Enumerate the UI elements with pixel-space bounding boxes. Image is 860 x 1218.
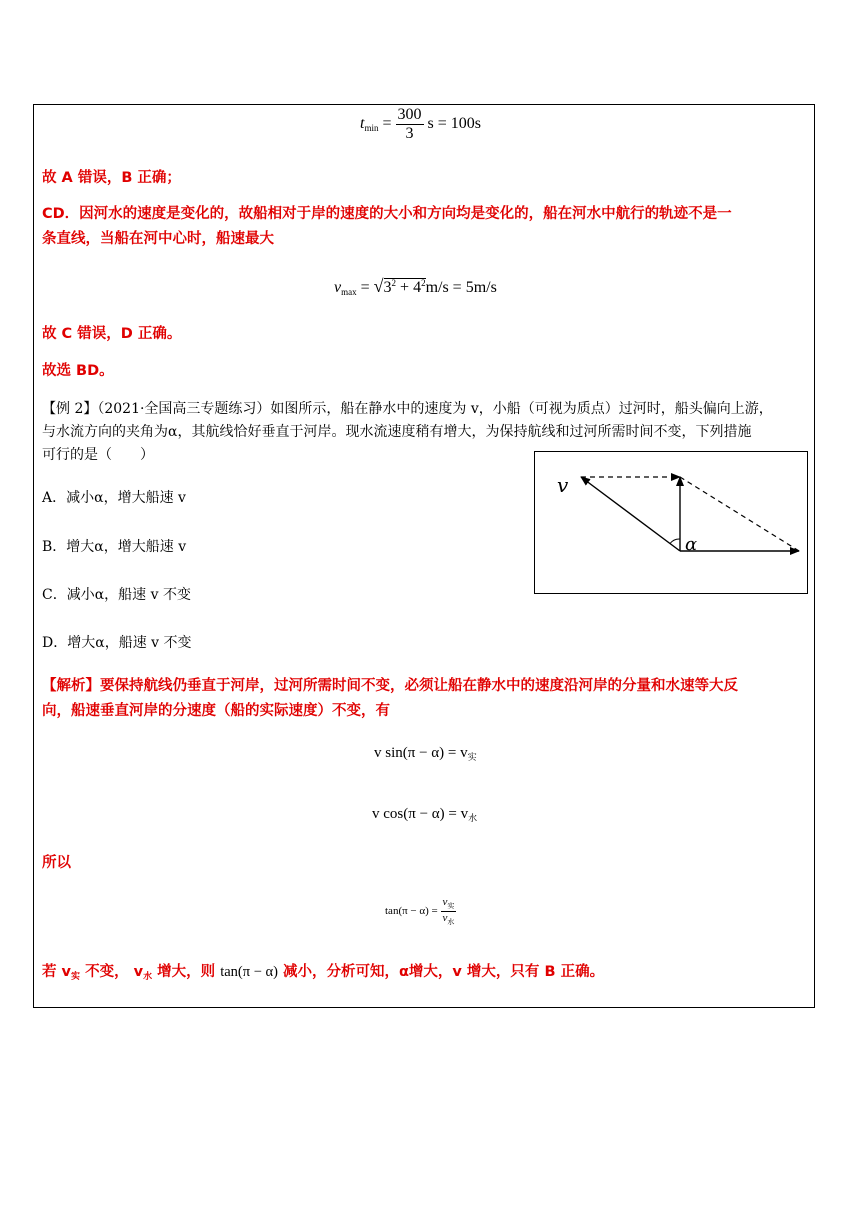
equation-vmax: $v_{max} = √3^2 + 4^2m/s = 5m/s$ xyxy=(334,276,497,297)
option-a: A．减小α，增大船速 v xyxy=(42,490,186,506)
dashed-diagonal xyxy=(680,477,799,551)
so-label: 所以 xyxy=(42,855,71,871)
option-d: D．增大α，船速 v 不变 xyxy=(42,635,192,651)
fraction: $\frac{300}{3}$ xyxy=(397,106,422,142)
example-stem-3: 可行的是（ ） xyxy=(42,447,154,463)
line-c-wrong: 故 C 错误，D 正确。 xyxy=(42,326,182,342)
line-choose: 故选 BD。 xyxy=(42,363,114,379)
equation-cos: v $\cos(\pi - \alpha) = v_水$ xyxy=(372,806,478,823)
tan-fraction: $\frac{v_实}{v_水}$ xyxy=(442,896,455,926)
option-c: C．减小α，船速 v 不变 xyxy=(42,587,191,603)
analysis-line-1: 【解析】要保持航线仍垂直于河岸，过河所需时间不变，必须让船在静水中的速度沿河岸的分量和水速等大反 xyxy=(42,678,738,694)
v-vector xyxy=(581,477,680,551)
line-cd-1: CD．因河水的速度是变化的，故船相对于岸的速度的大小和方向均是变化的，船在河水中航行的轨迹不是一 xyxy=(42,206,732,222)
line-a-wrong: 故 A 错误，B 正确； xyxy=(42,170,181,186)
example-stem-2: 与水流方向的夹角为α，其航线恰好垂直于河岸。现水流速度稍有增大，为保持航线和过河所需时间不变，下列措施 xyxy=(42,424,752,440)
velocity-diagram xyxy=(534,451,808,594)
velocity-diagram-svg xyxy=(535,452,807,593)
v-label: v xyxy=(557,473,569,497)
equation-tmin: $t_{min}$ = $\frac{300}{3}$ s = 100s xyxy=(360,106,481,142)
alpha-label: α xyxy=(685,534,698,555)
analysis-line-2: 向，船速垂直河岸的分速度（船的实际速度）不变，有 xyxy=(42,703,390,719)
conclusion: 若 $v_实$ 不变， $v_水$ 增大，则 tan(π − α) 减小，分析可知，α增大，v 增大，只有 B 正确。 xyxy=(42,964,605,982)
option-b: B．增大α，增大船速 v xyxy=(42,539,187,555)
equation-tan: tan(π − α) = $\frac{v_实}{v_水}$ xyxy=(385,896,455,926)
equation-sin: v $\sin(\pi - \alpha) = v_实$ xyxy=(374,745,477,762)
angle-arc xyxy=(670,539,680,544)
example-stem-1: 【例 2】（2021·全国高三专题练习）如图所示，船在静水中的速度为 v，小船（可视为质点）过河时，船头偏向上游， xyxy=(42,401,773,417)
line-cd-2: 条直线，当船在河中心时，船速最大 xyxy=(42,231,274,247)
